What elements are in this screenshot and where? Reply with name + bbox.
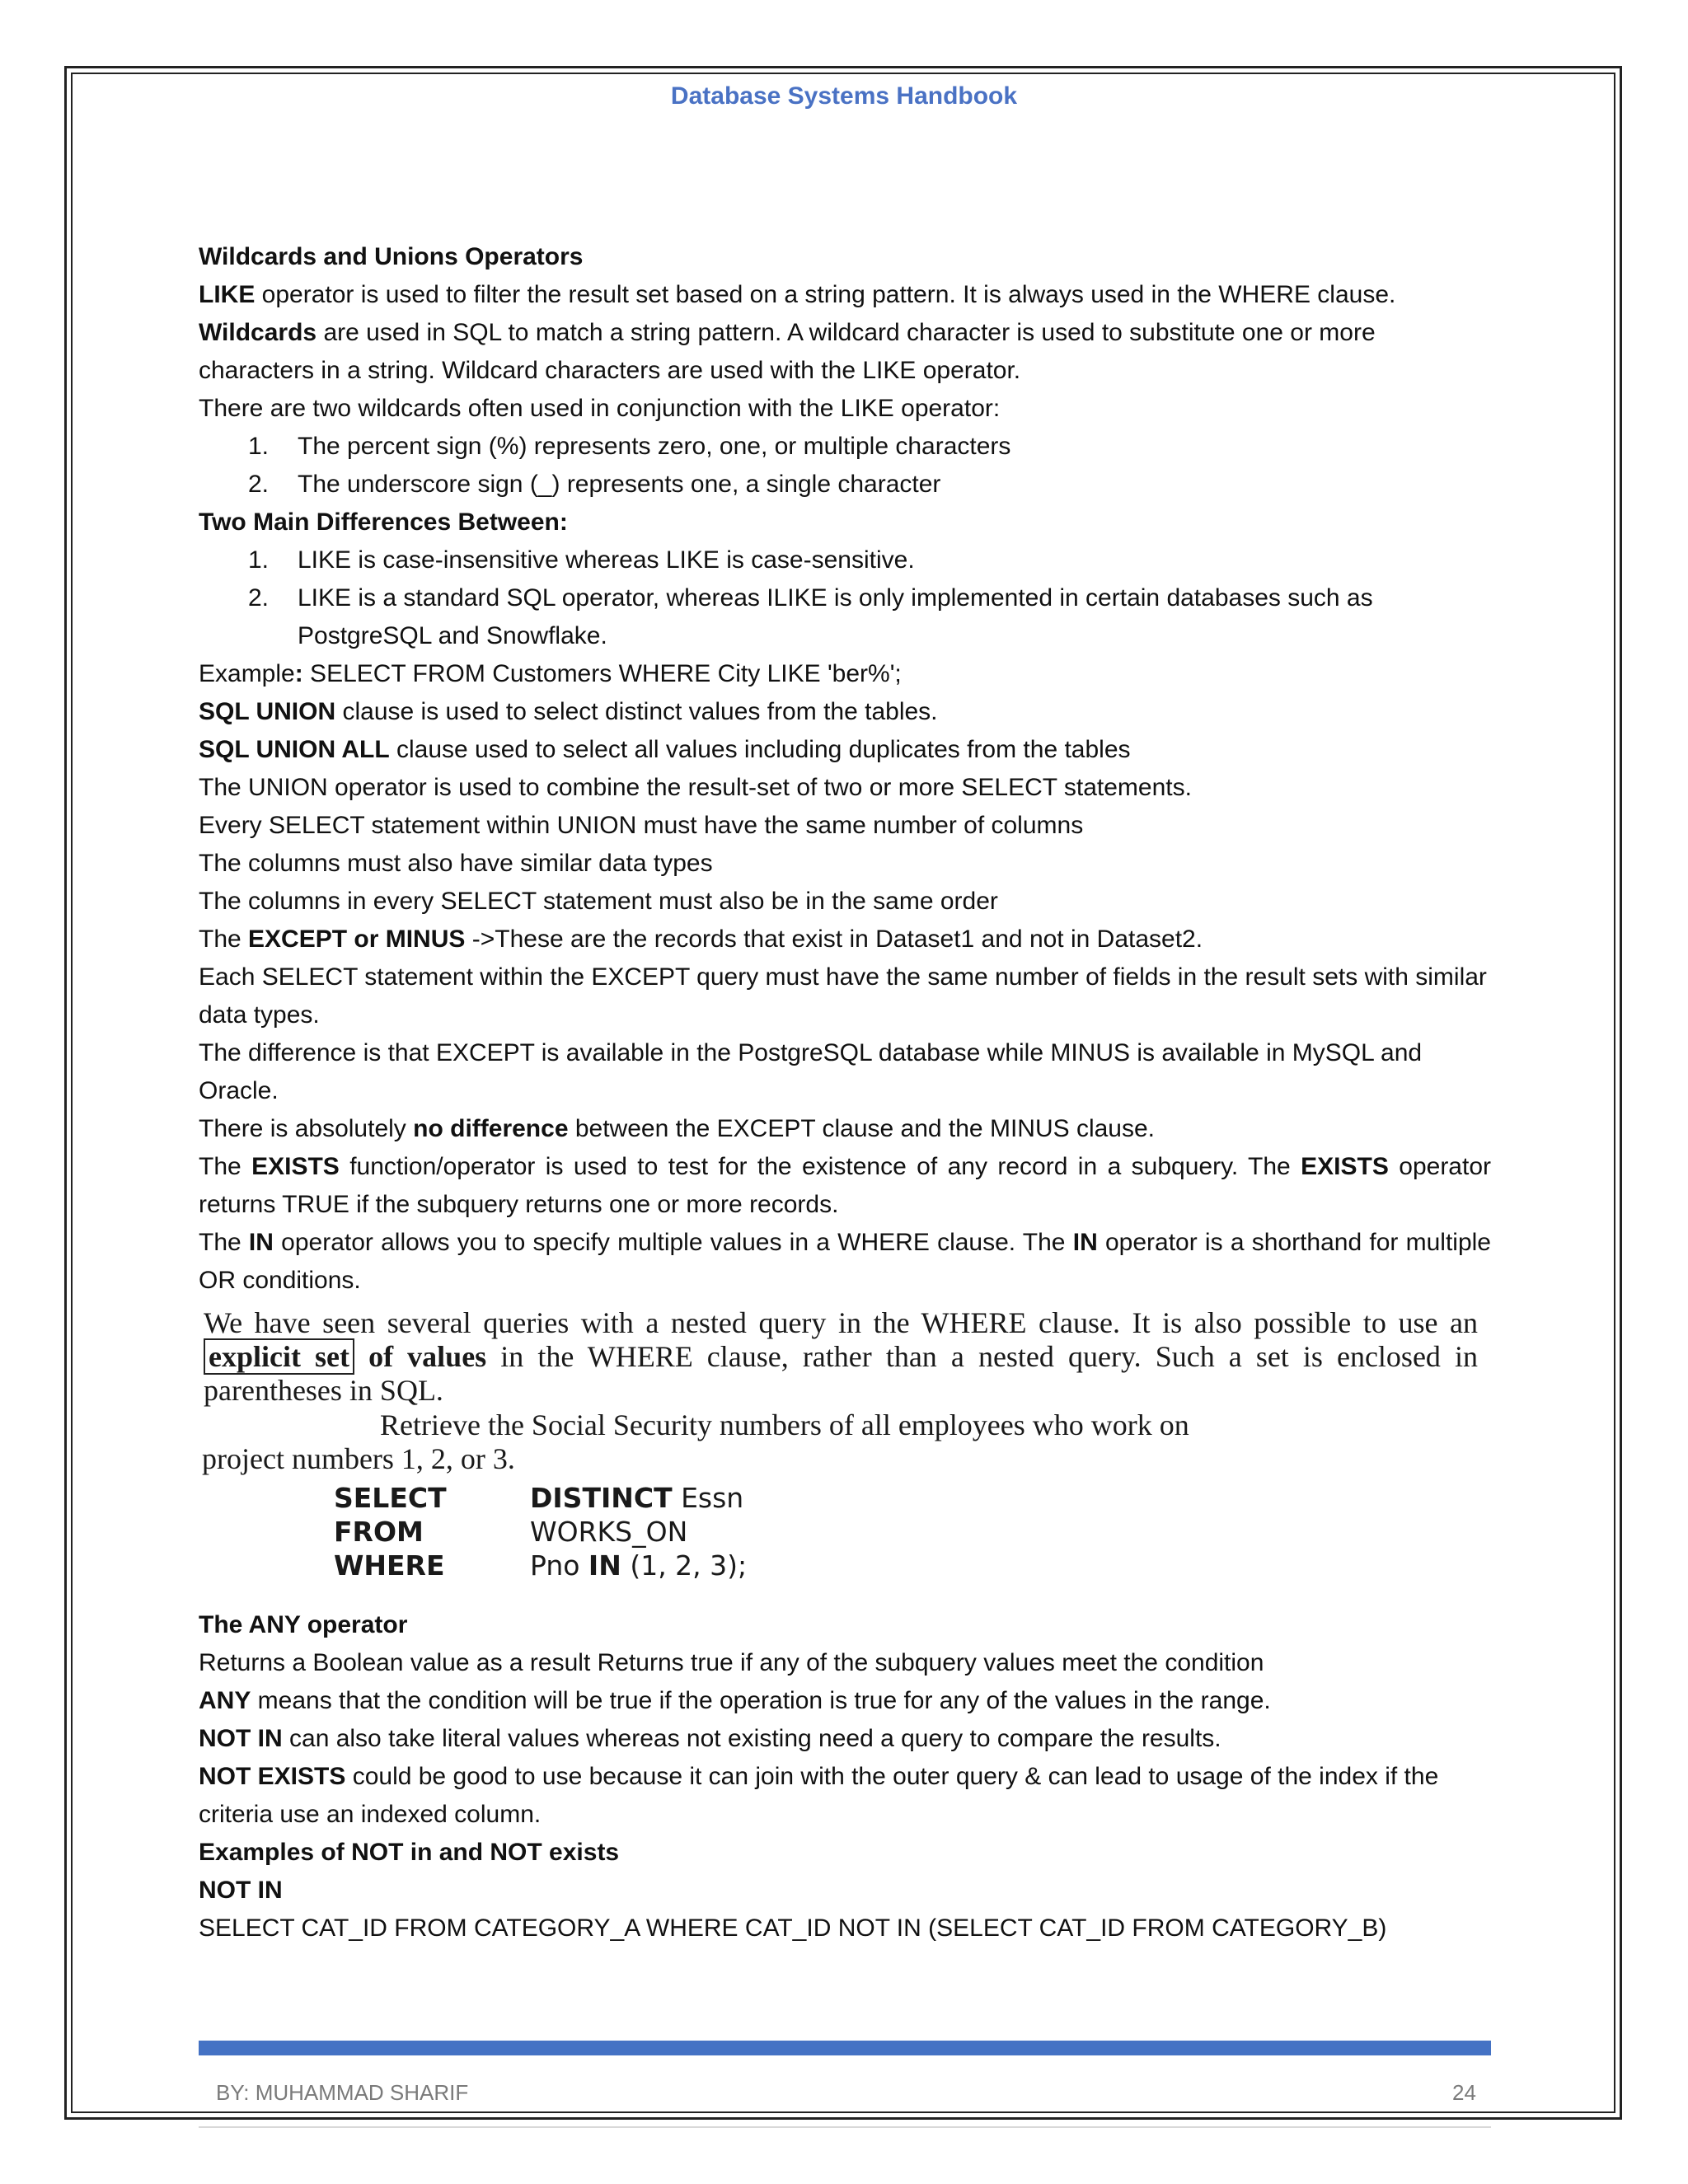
sql-bold-token: DISTINCT: [530, 1482, 673, 1514]
paragraph-exists: [199, 1148, 1491, 1224]
sql-row: [334, 1481, 747, 1515]
term-sql-union-all: SQL UNION ALL: [199, 736, 390, 763]
any-description: means that the condition will be true if the operation is true for any of the values in the range.: [251, 1687, 1271, 1714]
sql-token: (1, 2, 3);: [621, 1549, 748, 1582]
sql-row: [334, 1515, 747, 1549]
paragraph-example: [199, 655, 1491, 693]
list-number: 1.: [248, 433, 270, 460]
in-text: operator is a shorthand for multiple OR conditions.: [199, 1229, 1491, 1294]
union-rule: The columns must also have similar data types: [199, 850, 713, 877]
exists-prefix: The: [199, 1153, 252, 1180]
sql-code-block: [334, 1481, 747, 1582]
excerpt-query-line: Retrieve the Social Security numbers of all employees who work on: [380, 1408, 1189, 1441]
excerpt-text-before: We have seen several queries with a nested query in the WHERE clause. It is also possible to use an: [204, 1306, 1478, 1339]
list-text: The underscore sign (_) represents one, a single character: [298, 471, 941, 498]
list-item: [199, 541, 1491, 579]
paragraph-wildcards: [199, 314, 1491, 390]
sql-bold-token: IN: [588, 1549, 621, 1582]
paragraph-except-select: Each SELECT statement within the EXCEPT query must have the same number of fields in the result sets with similar data types.: [199, 963, 1487, 1029]
in-prefix: The: [199, 1229, 249, 1256]
footer-rule: [199, 2126, 1491, 2128]
union-rule: The UNION operator is used to combine the result-set of two or more SELECT statements.: [199, 774, 1192, 801]
paragraph-except-difference: The difference is that EXCEPT is available in the PostgreSQL database while MINUS is available in MySQL and Oracle.: [199, 1039, 1423, 1104]
union-all-description: clause used to select all values including duplicates from the tables: [389, 736, 1131, 763]
example-colon: :: [294, 660, 303, 687]
excerpt-boxed-term: explicit set: [204, 1338, 354, 1375]
no-diff-prefix: There is absolutely: [199, 1115, 414, 1142]
term-like: LIKE: [199, 281, 256, 308]
term-sql-union: SQL UNION: [199, 698, 336, 725]
excerpt-query-description: [202, 1408, 1488, 1476]
like-description: operator is used to filter the result set based on a string pattern. It is always used in the WHERE clause.: [255, 281, 1396, 308]
paragraph-any: [199, 1682, 1491, 1720]
wildcard-list: [199, 428, 1491, 504]
example-label: Example: [199, 660, 295, 687]
paragraph-union-all: [199, 731, 1491, 769]
term-in: IN: [248, 1229, 274, 1256]
paragraph-no-difference: [199, 1110, 1491, 1148]
not-exists-description: could be good to use because it can join with the outer query & can lead to usage of the index if the criteria use an indexed column.: [199, 1763, 1439, 1828]
not-in-query: SELECT CAT_ID FROM CATEGORY_A WHERE CAT_ID NOT IN (SELECT CAT_ID FROM CATEGORY_B): [199, 1915, 1387, 1942]
section-heading-any: The ANY operator: [199, 1611, 408, 1638]
term-wildcards: Wildcards: [199, 319, 317, 346]
excerpt-text-after: in the WHERE clause, rather than a nested query. Such a set is enclosed in parentheses in SQL.: [204, 1340, 1479, 1407]
union-rule: The columns in every SELECT statement must also be in the same order: [199, 888, 998, 915]
paragraph-not-in: [199, 1720, 1491, 1758]
paragraph-in: [199, 1224, 1491, 1300]
paragraph-not-exists: [199, 1758, 1491, 1834]
sql-token: WORKS_ON: [530, 1516, 688, 1548]
list-number: 1.: [248, 546, 270, 574]
union-rule: Every SELECT statement within UNION must have the same number of columns: [199, 812, 1084, 839]
in-mid: operator allows you to specify multiple values in a WHERE clause. The: [273, 1229, 1073, 1256]
sql-row: [334, 1549, 747, 1582]
list-number: 2.: [248, 584, 270, 612]
page-content: [199, 238, 1491, 1947]
term-in: IN: [1072, 1229, 1098, 1256]
section-heading-differences: Two Main Differences Between:: [199, 509, 568, 536]
subheading-not-in: NOT IN: [199, 1877, 283, 1904]
list-text: LIKE is a standard SQL operator, whereas ILIKE is only implemented in certain databases such as PostgreSQL and Snowflake.: [298, 584, 1373, 649]
sql-keyword: WHERE: [334, 1549, 445, 1582]
not-in-description: can also take literal values whereas not existing need a query to compare the results.: [282, 1725, 1221, 1752]
page-number: 24: [1452, 2080, 1476, 2105]
footer-author: BY: MUHAMMAD SHARIF: [216, 2080, 469, 2105]
differences-list: [199, 541, 1491, 655]
union-description: clause is used to select distinct values from the tables.: [335, 698, 938, 725]
term-exists: EXISTS: [1301, 1153, 1389, 1180]
list-item: [199, 466, 1491, 504]
paragraph-any-returns: Returns a Boolean value as a result Returns true if any of the subquery values meet the condition: [199, 1649, 1264, 1676]
excerpt-query-line: project numbers 1, 2, or 3.: [202, 1442, 515, 1475]
example-query: SELECT FROM Customers WHERE City LIKE 'ber%';: [302, 660, 902, 687]
sql-keyword: FROM: [334, 1516, 424, 1548]
list-text: The percent sign (%) represents zero, one, or multiple characters: [298, 433, 1011, 460]
footer-accent-bar: [199, 2041, 1491, 2055]
term-no-difference: no difference: [413, 1115, 569, 1142]
list-text: LIKE is case-insensitive whereas LIKE is case-sensitive.: [298, 546, 915, 574]
paragraph-like: [199, 276, 1491, 314]
exists-text: operator returns TRUE if the subquery returns one or more records.: [199, 1153, 1492, 1218]
no-diff-text: between the EXCEPT clause and the MINUS clause.: [568, 1115, 1156, 1142]
section-heading-examples: Examples of NOT in and NOT exists: [199, 1839, 620, 1866]
paragraph-except: [199, 921, 1491, 958]
excerpt-paragraph: [204, 1306, 1478, 1408]
sql-token: Essn: [672, 1482, 744, 1514]
term-not-in: NOT IN: [199, 1725, 283, 1752]
except-prefix: The: [199, 926, 249, 953]
exists-mid: function/operator is used to test for the existence of any record in a subquery. The: [339, 1153, 1301, 1180]
except-description: ->These are the records that exist in Dataset1 and not in Dataset2.: [465, 926, 1203, 953]
running-header: Database Systems Handbook: [670, 82, 1018, 110]
paragraph-two-wildcards: There are two wildcards often used in conjunction with the LIKE operator:: [199, 395, 1001, 422]
list-number: 2.: [248, 471, 270, 498]
list-item: [199, 579, 1491, 655]
term-any: ANY: [199, 1687, 251, 1714]
term-exists: EXISTS: [251, 1153, 340, 1180]
term-except-minus: EXCEPT or MINUS: [248, 926, 466, 953]
textbook-excerpt-image: [199, 1303, 1491, 1606]
paragraph-union: [199, 693, 1491, 731]
section-heading-wildcards: Wildcards and Unions Operators: [199, 243, 584, 270]
sql-token: Pno: [530, 1549, 588, 1582]
list-item: [199, 428, 1491, 466]
term-not-exists: NOT EXISTS: [199, 1763, 346, 1790]
sql-keyword: SELECT: [334, 1482, 447, 1514]
excerpt-bold-term: of values: [354, 1340, 487, 1373]
wildcards-description: are used in SQL to match a string pattern. A wildcard character is used to substitute one or more characters in a string. Wildcard characters are used with the LIKE operator.: [199, 319, 1376, 384]
